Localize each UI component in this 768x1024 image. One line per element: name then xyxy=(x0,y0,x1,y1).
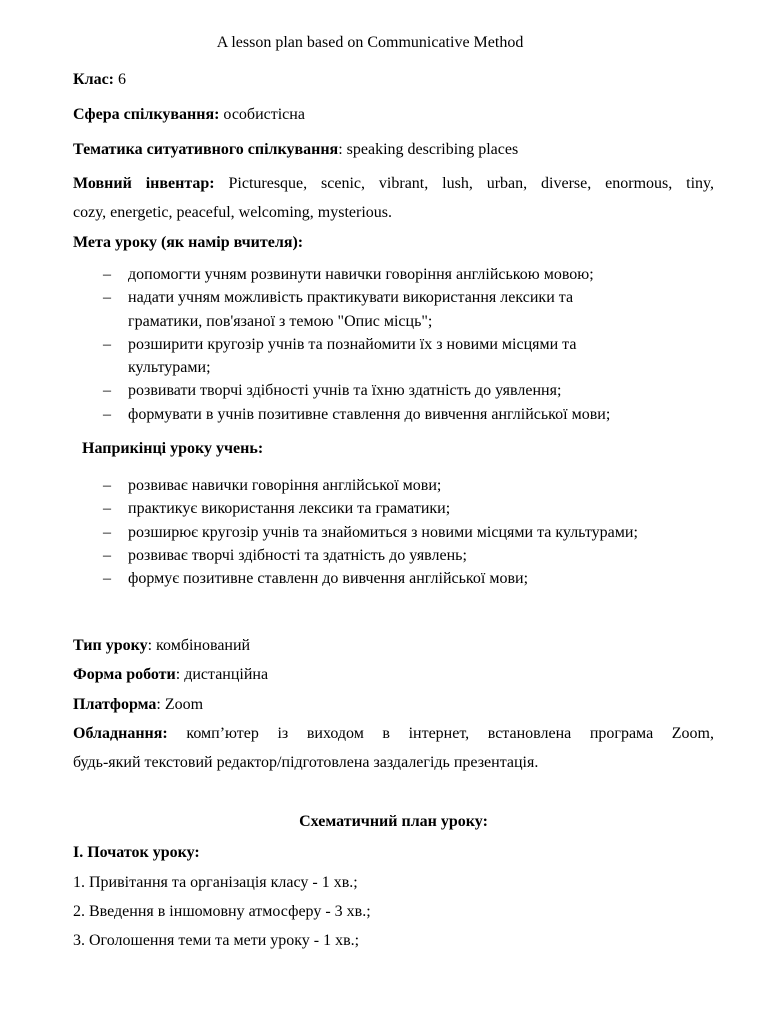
dash-bullet: – xyxy=(103,289,111,307)
list-item: – надати учням можливість практикувати використання лексики та граматики, пов'язаної з темою "Опис місць"; xyxy=(103,286,714,333)
communication-sphere-line xyxy=(73,105,714,125)
equipment-label: Обладнання: xyxy=(73,725,168,742)
lesson-type-label: Тип уроку xyxy=(73,637,148,654)
dash-bullet: – xyxy=(103,335,111,353)
platform-label: Платформа xyxy=(73,696,157,713)
document-title: A lesson plan based on Communicative Method xyxy=(216,34,524,51)
list-item: – практикує використання лексики та граматики; xyxy=(103,497,714,520)
vocabulary-value-1: Picturesque, scenic, vibrant, lush, urban, diverse, enormous, tiny, xyxy=(214,175,715,192)
vocabulary-line-1 xyxy=(73,174,714,194)
list-item: – розширити кругозір учнів та познайомити їх з новими місцями та культурами; xyxy=(103,333,714,380)
work-form-line xyxy=(73,665,714,685)
communication-sphere-label: Сфера спілкування: xyxy=(73,106,220,123)
class-label: Клас: xyxy=(73,71,115,88)
work-form-value: : дистанційна xyxy=(175,666,269,683)
topic-label: Тематика ситуативного спілкування xyxy=(73,141,339,158)
list-item: – допомогти учням розвинути навички говоріння англійською мовою; xyxy=(103,263,714,286)
vocabulary-line-2 xyxy=(73,203,714,223)
list-item: – розвиває творчі здібності та здатність до уявлень; xyxy=(103,544,714,567)
vocabulary-value-2: cozy, energetic, peaceful, welcoming, mysterious. xyxy=(73,204,392,221)
class-value: 6 xyxy=(114,71,127,88)
equipment-value-1: комп’ютер із виходом в інтернет, встановлена програма Zoom, xyxy=(167,725,714,742)
communication-sphere-value: особистісна xyxy=(219,106,305,123)
lesson-goal-heading: Мета уроку (як намір вчителя): xyxy=(73,234,304,251)
topic-line xyxy=(73,140,714,160)
dash-bullet: – xyxy=(103,570,111,588)
lesson-outcome-list xyxy=(103,474,714,590)
dash-bullet: – xyxy=(103,382,111,400)
lesson-plan-heading: Схематичний план уроку: xyxy=(299,813,488,830)
platform-value: : Zoom xyxy=(156,696,204,713)
plan-step: 2. Введення в іншомовну атмосферу - 3 хв.; xyxy=(73,903,371,920)
list-item: – розвивати творчі здібності учнів та їхню здатність до уявлення; xyxy=(103,379,714,402)
platform-line xyxy=(73,695,714,715)
class-line xyxy=(73,70,714,90)
plan-step: 3. Оголошення теми та мети уроку - 1 хв.; xyxy=(73,932,360,949)
lesson-outcome-heading: Наприкінці уроку учень: xyxy=(82,440,264,457)
topic-value: : speaking describing places xyxy=(338,141,519,158)
equipment-line-2 xyxy=(73,753,714,773)
lesson-goal-list xyxy=(103,263,714,426)
dash-bullet: – xyxy=(103,405,111,423)
list-item: – розвиває навички говоріння англійської мови; xyxy=(103,474,714,497)
lesson-type-line xyxy=(73,636,714,656)
section-heading: І. Початок уроку: xyxy=(73,844,200,861)
dash-bullet: – xyxy=(103,523,111,541)
dash-bullet: – xyxy=(103,500,111,518)
list-item: – формувати в учнів позитивне ставлення до вивчення англійської мови; xyxy=(103,403,714,426)
plan-step: 1. Привітання та організація класу - 1 хв.; xyxy=(73,874,358,891)
dash-bullet: – xyxy=(103,266,111,283)
list-item: – формує позитивне ставленн до вивчення англійської мови; xyxy=(103,567,714,590)
lesson-type-value: : комбінований xyxy=(147,637,251,654)
equipment-line-1 xyxy=(73,724,714,744)
list-item: – розширює кругозір учнів та знайомиться з новими місцями та культурами; xyxy=(103,521,714,544)
work-form-label: Форма роботи xyxy=(73,666,176,683)
equipment-value-2: будь-який текстовий редактор/підготовлена заздалегідь презентація. xyxy=(73,754,539,771)
dash-bullet: – xyxy=(103,477,111,494)
dash-bullet: – xyxy=(103,546,111,564)
vocabulary-label: Мовний інвентар: xyxy=(73,175,215,192)
